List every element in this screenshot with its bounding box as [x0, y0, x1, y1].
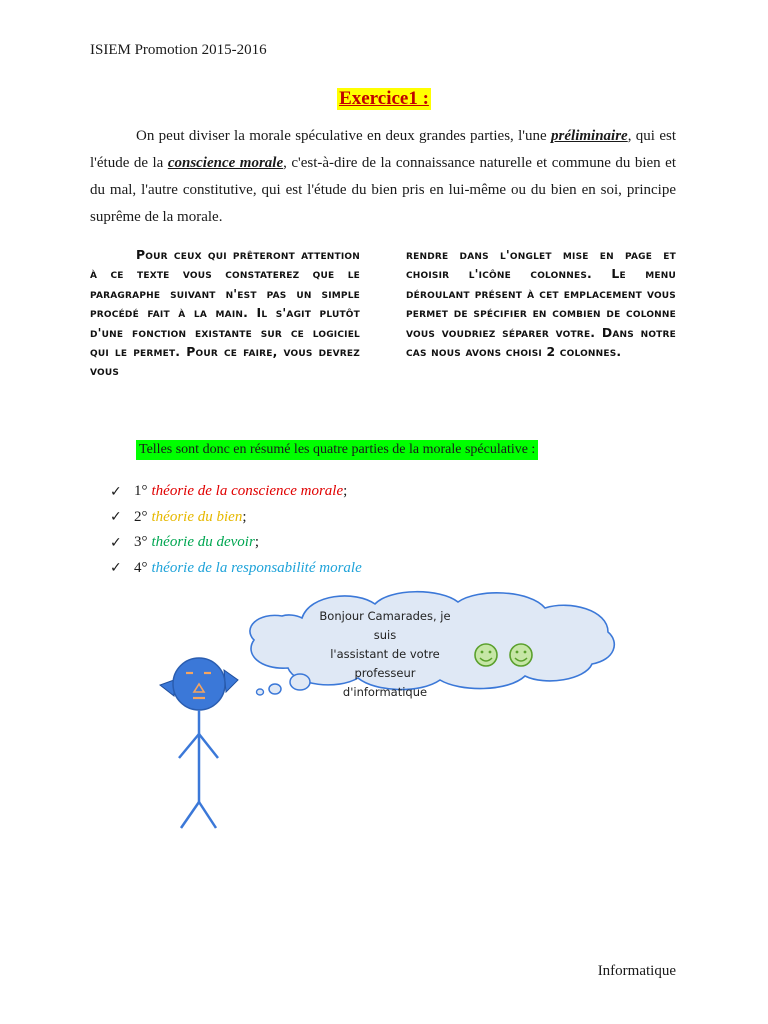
- paragraph-emphasis-preliminaire: préliminaire: [551, 128, 628, 144]
- bubble-line-3: d'informatique: [342, 685, 428, 699]
- paragraph-emphasis-conscience: conscience morale: [167, 155, 284, 171]
- list-item-term: théorie de la responsabilité morale: [151, 559, 362, 576]
- bubble-line-2: l'assistant de votre professeur: [330, 647, 440, 680]
- arm-left: [179, 734, 199, 758]
- column-left: [90, 245, 360, 381]
- smiley-icon: [475, 644, 497, 666]
- list-item-suffix: ;: [242, 508, 247, 525]
- bubble-line-1: Bonjour Camarades, je suis: [319, 609, 451, 642]
- page-header: ISIEM Promotion 2015-2016: [90, 42, 267, 58]
- list-item: [110, 530, 362, 556]
- exercise-title: Exercice1 :: [339, 88, 429, 109]
- list-item-term: théorie de la conscience morale: [151, 483, 344, 500]
- theory-list: [110, 479, 362, 581]
- paragraph-text-1: On peut diviser la morale spéculative en deux grandes parties, l'une: [136, 128, 552, 144]
- thought-dot-small: [257, 689, 264, 695]
- column-right-text: rendre dans l'onglet mise en page et choisir l'icône colonnes. Le menu déroulant présent à cet emplacement vous permet de spécifier en combien de colonne vous voudriez séparer votre. Dans notre cas nous avons choisi 2 colonnes.: [406, 247, 676, 360]
- check-icon: ✓: [110, 483, 122, 500]
- check-icon: ✓: [110, 560, 122, 577]
- leg-right: [199, 802, 216, 828]
- ear-right: [224, 670, 238, 692]
- stick-figure: [150, 630, 250, 835]
- paragraph-text-3: , c'est-à-dire de la connaissance naturelle et commune du bien et du mal, l'autre constitutive, qui est l'étude du bien pris en lui-même ou du bien en soi, principe suprême de la morale.: [90, 155, 676, 225]
- list-item-term: théorie du bien: [151, 508, 243, 525]
- leg-left: [181, 802, 199, 828]
- ear-left: [160, 680, 174, 696]
- title-container: [0, 88, 768, 110]
- summary-highlight: Telles sont donc en résumé les quatre parties de la morale spéculative :: [136, 440, 538, 460]
- thought-dot-medium: [269, 684, 281, 694]
- bubble-text: [310, 607, 460, 702]
- paragraph-text-2: , qui est l'étude de la: [90, 128, 676, 171]
- smiley-icon: [510, 644, 532, 666]
- column-right: [406, 245, 676, 361]
- list-item: [110, 505, 362, 531]
- check-icon: ✓: [110, 509, 122, 526]
- list-item-suffix: ;: [254, 534, 259, 551]
- list-item-suffix: ;: [343, 483, 348, 500]
- page-footer: Informatique: [597, 963, 676, 979]
- check-icon: ✓: [110, 534, 122, 551]
- list-item: [110, 556, 362, 582]
- list-item-number: 3°: [134, 534, 148, 551]
- column-left-text: Pour ceux qui prêteront attention à ce texte vous constaterez que le paragraphe suivant n'est pas un simple procédé fait à la main. Il s'agit plutôt d'une fonction existante sur ce logiciel qui le permet. Pour ce faire, vous devrez vous: [90, 247, 360, 379]
- arm-right: [199, 734, 218, 758]
- list-item-term: théorie du devoir: [151, 534, 255, 551]
- list-item-number: 1°: [134, 483, 148, 500]
- list-item: [110, 479, 362, 505]
- list-item-number: 2°: [134, 508, 148, 525]
- list-item-number: 4°: [134, 559, 148, 576]
- thought-dot-large: [290, 674, 310, 690]
- intro-paragraph: [90, 123, 676, 231]
